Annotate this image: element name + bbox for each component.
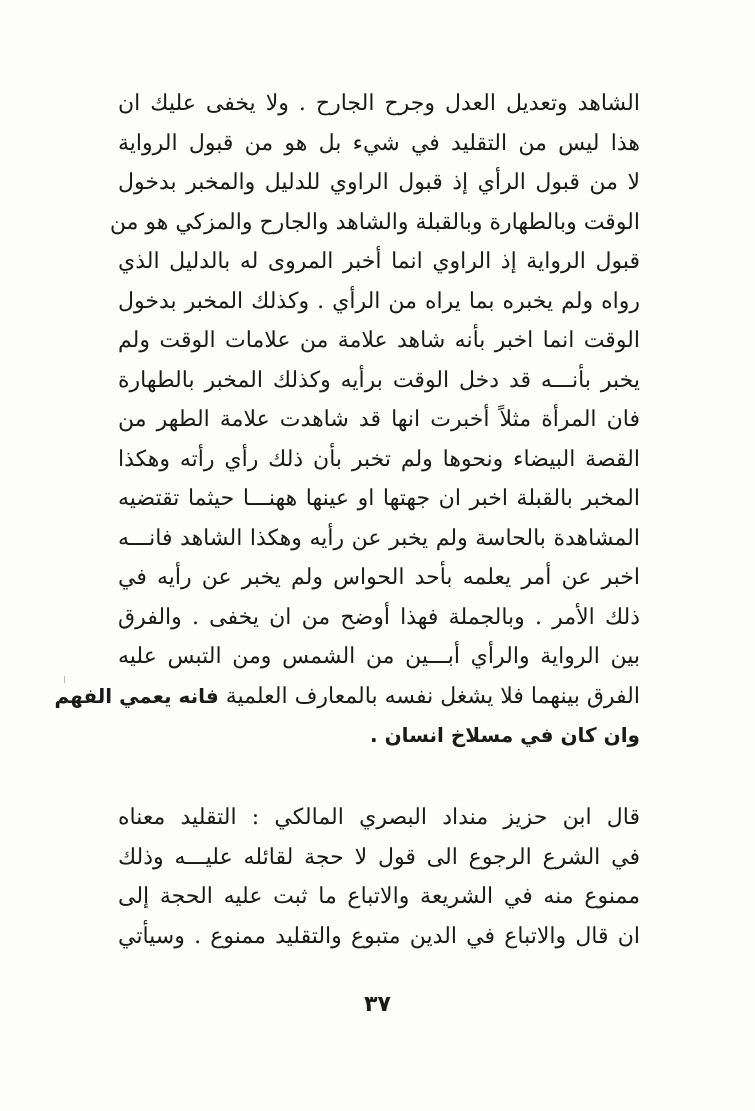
text-line: هذا ليس من التقليد في شيء بل هو من قبول الرواية: [118, 130, 641, 156]
text-line: رواه ولم يخبره بما يراه من الرأي . وكذلك المخبر بدخول: [118, 288, 640, 314]
text-line: ذلك الأمر . وبالجملة فهذا أوضح من ان يخفى . والفرق: [118, 604, 640, 630]
text-line: الوقت انما اخبر بأنه شاهد علامة من علامات الوقت ولم: [118, 328, 640, 353]
text-line-mixed: [54, 677, 640, 717]
text-line-bold-final: [118, 716, 640, 756]
text-line: ممنوع منه في الشريعة والاتباع ما ثبت عليه الحجة إلى: [118, 884, 640, 909]
text-line: اخبر عن أمر يعلمه بأحد الحواس ولم يخبر عن رأيه في: [118, 565, 640, 590]
text-line: يخبر بأنـــه قد دخل الوقت برأيه وكذلك المخبر بالطهارة: [118, 367, 640, 393]
bold-run: فانه يعمي الفهم: [54, 683, 219, 708]
text-line: المشاهدة بالحاسة ولم يخبر عن رأيه وهكذا الشاهد فانـــه: [118, 525, 640, 551]
text-line: ان قال والاتباع في الدين متبوع والتقليد ممنوع . وسيأتي: [118, 923, 640, 949]
text-line: القصة البيضاء ونحوها ولم تخبر بأن ذلك رأي رأته وهكذا: [118, 446, 640, 472]
text-line: الوقت وبالطهارة وبالقبلة والشاهد والجارح والمزكي هو من: [109, 209, 640, 235]
text-line: لا من قبول الرأي إذ قبول الراوي للدليل والمخبر بدخول: [118, 170, 640, 195]
bold-run: وان كان في مسلاخ انسان .: [370, 723, 640, 747]
paragraph-1: [54, 84, 641, 756]
page-number: ٣٧: [364, 992, 391, 1017]
margin-mark: [64, 676, 65, 683]
text-line: قبول الرواية إذ الراوي انما أخبر المروى له بالدليل الذي: [118, 249, 640, 274]
paragraph-2: [118, 798, 640, 956]
text-line: قال ابن حزيز منداد البصري المالكي : التقليد معناه: [118, 805, 640, 830]
text-line: في الشرع الرجوع الى قول لا حجة لقائله عليـــه وذلك: [118, 844, 640, 870]
text-line: الشاهد وتعديل العدل وجرح الجارح . ولا يخفى عليك ان: [118, 91, 640, 116]
text-line: بين الرواية والرأي أبـــين من الشمس ومن التبس عليه: [118, 644, 640, 669]
text-line: المخبر بالقبلة اخبر ان جهتها او عينها ههنـــا حيثما تقتضيه: [118, 486, 640, 511]
regular-run: الفرق بينهما فلا يشغل نفسه بالمعارف العلمية: [225, 683, 640, 709]
text-line: فان المرأة مثلاً أخبرت انها قد شاهدت علامة الطهر من: [118, 407, 640, 432]
